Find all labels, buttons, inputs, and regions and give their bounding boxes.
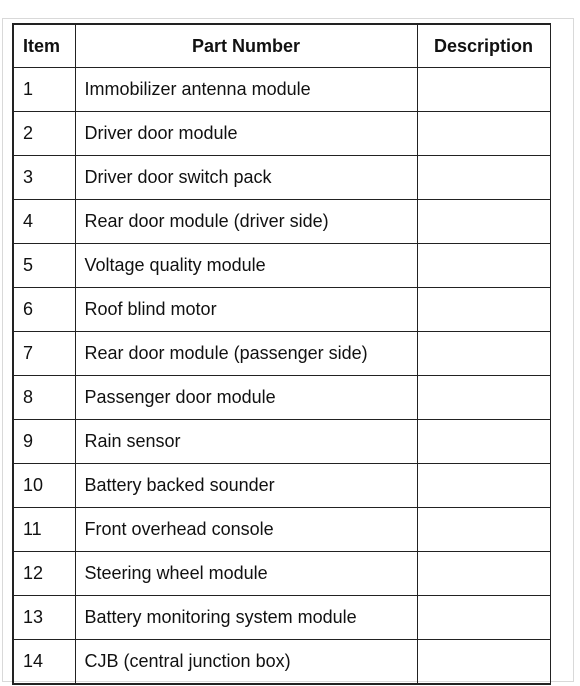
cell-item: 7	[13, 332, 75, 376]
table-row	[13, 596, 550, 640]
table-row	[13, 244, 550, 288]
cell-part-number: Front overhead console	[75, 508, 417, 552]
table-row	[13, 68, 550, 112]
table-row	[13, 464, 550, 508]
header-part-number: Part Number	[75, 24, 417, 68]
cell-item: 3	[13, 156, 75, 200]
cell-description	[417, 156, 550, 200]
cell-part-number: Driver door module	[75, 112, 417, 156]
cell-description	[417, 420, 550, 464]
table-row	[13, 156, 550, 200]
cell-item: 6	[13, 288, 75, 332]
cell-description	[417, 288, 550, 332]
cell-item: 14	[13, 640, 75, 685]
cell-item: 2	[13, 112, 75, 156]
table-row	[13, 200, 550, 244]
cell-part-number: Roof blind motor	[75, 288, 417, 332]
cell-item: 12	[13, 552, 75, 596]
cell-description	[417, 332, 550, 376]
cell-description	[417, 200, 550, 244]
cell-part-number: Steering wheel module	[75, 552, 417, 596]
table-header-row	[13, 24, 550, 68]
cell-description	[417, 112, 550, 156]
cell-part-number: Rear door module (driver side)	[75, 200, 417, 244]
table-row	[13, 420, 550, 464]
table-row	[13, 640, 550, 685]
header-description: Description	[417, 24, 550, 68]
parts-table	[12, 23, 551, 685]
cell-item: 11	[13, 508, 75, 552]
cell-part-number: Voltage quality module	[75, 244, 417, 288]
cell-item: 9	[13, 420, 75, 464]
table-row	[13, 332, 550, 376]
cell-part-number: Battery monitoring system module	[75, 596, 417, 640]
cell-description	[417, 508, 550, 552]
cell-part-number: Immobilizer antenna module	[75, 68, 417, 112]
cell-description	[417, 640, 550, 685]
table-row	[13, 508, 550, 552]
table-row	[13, 376, 550, 420]
cell-item: 4	[13, 200, 75, 244]
table-row	[13, 112, 550, 156]
cell-item: 5	[13, 244, 75, 288]
cell-part-number: Passenger door module	[75, 376, 417, 420]
cell-description	[417, 464, 550, 508]
cell-description	[417, 244, 550, 288]
cell-description	[417, 552, 550, 596]
header-item: Item	[13, 24, 75, 68]
table-row	[13, 552, 550, 596]
cell-description	[417, 376, 550, 420]
cell-item: 13	[13, 596, 75, 640]
cell-part-number: Driver door switch pack	[75, 156, 417, 200]
table-row	[13, 288, 550, 332]
cell-description	[417, 596, 550, 640]
cell-part-number: Rain sensor	[75, 420, 417, 464]
cell-description	[417, 68, 550, 112]
cell-item: 8	[13, 376, 75, 420]
cell-item: 10	[13, 464, 75, 508]
cell-part-number: CJB (central junction box)	[75, 640, 417, 685]
cell-part-number: Battery backed sounder	[75, 464, 417, 508]
cell-part-number: Rear door module (passenger side)	[75, 332, 417, 376]
cell-item: 1	[13, 68, 75, 112]
